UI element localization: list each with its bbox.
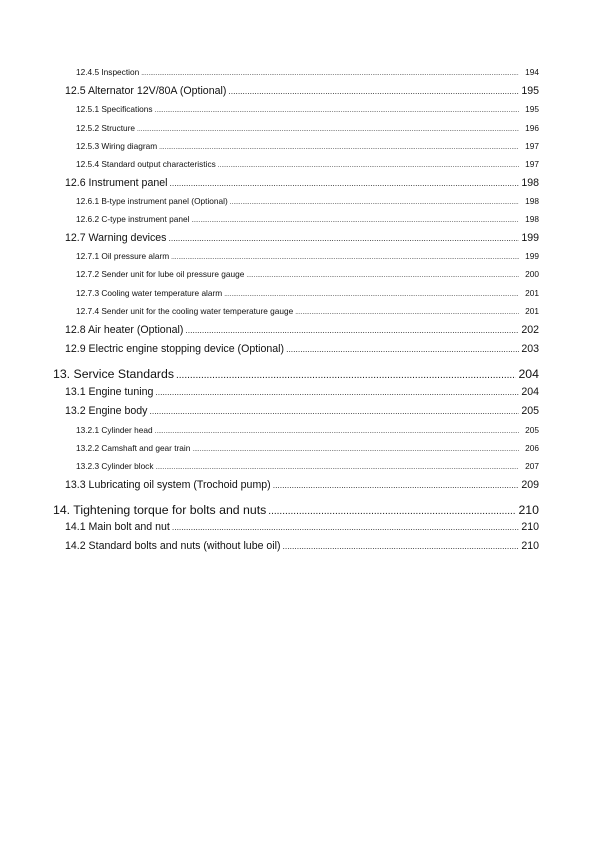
toc-page-number: 207 — [525, 461, 539, 471]
toc-page-number: 194 — [525, 67, 539, 77]
dot-leader — [155, 428, 520, 435]
dot-leader — [228, 86, 519, 96]
toc-entry-title: 13.2 Engine body — [65, 405, 148, 417]
toc-entry-13-3[interactable] — [65, 479, 539, 491]
dot-leader — [286, 344, 519, 354]
dot-leader — [295, 309, 519, 316]
toc-entry-12-5-2[interactable] — [76, 123, 539, 133]
toc-entry-13-2-1[interactable] — [76, 425, 539, 435]
toc-entry-14-1[interactable] — [65, 521, 539, 533]
toc-page-number: 210 — [521, 521, 539, 533]
toc-entry-title: 13.2.3 Cylinder block — [76, 461, 154, 471]
toc-entry-title: 12.5.2 Structure — [76, 123, 136, 133]
dot-leader — [192, 446, 519, 453]
toc-entry-title: 13. Service Standards — [53, 367, 174, 381]
toc-entry-title: 12.7.2 Sender unit for lube oil pressure gauge — [76, 269, 245, 279]
toc-entry-title: 12.5 Alternator 12V/80A (Optional) — [65, 85, 227, 97]
toc-page-number: 210 — [521, 540, 539, 552]
toc-entry-title: 12.6.2 C-type instrument panel — [76, 214, 190, 224]
toc-entry-title: 12.6 Instrument panel — [65, 177, 168, 189]
toc-page-number: 197 — [525, 141, 539, 151]
toc-entry-12-7-4[interactable] — [76, 306, 539, 316]
toc-entry-12-6-1[interactable] — [76, 196, 539, 206]
toc-page-number: 195 — [525, 104, 539, 114]
toc-entry-12-6[interactable] — [65, 177, 539, 189]
dot-leader — [141, 70, 519, 77]
toc-page-number: 198 — [525, 196, 539, 206]
toc-page-number: 205 — [521, 405, 539, 417]
toc-entry-title: 12.5.1 Specifications — [76, 104, 153, 114]
dot-leader — [149, 406, 519, 416]
toc-page-number: 200 — [525, 269, 539, 279]
toc-entry-title: 12.7 Warning devices — [65, 232, 167, 244]
toc-entry-13-2-2[interactable] — [76, 443, 539, 453]
toc-entry-title: 14.2 Standard bolts and nuts (without lube oil) — [65, 540, 281, 552]
toc-page-number: 203 — [521, 343, 539, 355]
toc-page-number: 199 — [525, 251, 539, 261]
dot-leader — [273, 480, 520, 490]
dot-leader — [171, 254, 519, 261]
toc-entry-title: 14.1 Main bolt and nut — [65, 521, 170, 533]
dot-leader — [218, 162, 519, 169]
toc-entry-12-5[interactable] — [65, 85, 539, 97]
dot-leader — [137, 126, 519, 133]
toc-entry-12-5-4[interactable] — [76, 159, 539, 169]
dot-leader — [185, 325, 519, 335]
toc-entry-title: 12.7.4 Sender unit for the cooling water temperature gauge — [76, 306, 294, 316]
toc-entry-title: 12.6.1 B-type instrument panel (Optional) — [76, 196, 228, 206]
toc-page-number: 198 — [521, 177, 539, 189]
toc-entry-12-4-5[interactable] — [76, 67, 539, 77]
toc-entry-12-7-3[interactable] — [76, 288, 539, 298]
toc-page-number: 201 — [525, 288, 539, 298]
toc-entry-12-7[interactable] — [65, 232, 539, 244]
toc-page-number: 204 — [521, 386, 539, 398]
toc-page-number: 199 — [521, 232, 539, 244]
toc-page-number: 196 — [525, 123, 539, 133]
toc-entry-title: 12.5.3 Wiring diagram — [76, 141, 158, 151]
dot-leader — [246, 272, 519, 279]
toc-entry-12-6-2[interactable] — [76, 214, 539, 224]
toc-entry-12-5-1[interactable] — [76, 104, 539, 114]
toc-entry-title: 12.9 Electric engine stopping device (Optional) — [65, 343, 285, 355]
dot-leader — [230, 199, 519, 206]
dot-leader — [224, 291, 519, 298]
dot-leader — [172, 522, 519, 532]
toc-entry-13-2[interactable] — [65, 405, 539, 417]
toc-page-number: 195 — [521, 85, 539, 97]
dot-leader — [155, 107, 520, 114]
dot-leader — [283, 541, 520, 551]
toc-entry-title: 12.5.4 Standard output characteristics — [76, 159, 216, 169]
toc-entry-title: 14. Tightening torque for bolts and nuts — [53, 503, 267, 517]
toc-page-number: 198 — [525, 214, 539, 224]
toc-entry-13-2-3[interactable] — [76, 461, 539, 471]
toc-entry-title: 13.2.2 Camshaft and gear train — [76, 443, 191, 453]
toc-entry-title: 13.2.1 Cylinder head — [76, 425, 153, 435]
dot-leader — [159, 144, 519, 151]
dot-leader — [168, 233, 519, 243]
toc-entry-title: 12.4.5 Inspection — [76, 67, 140, 77]
toc-entry-13-1[interactable] — [65, 386, 539, 398]
dot-leader — [155, 464, 519, 471]
toc-entry-12-7-2[interactable] — [76, 269, 539, 279]
toc-page-number: 204 — [518, 367, 539, 381]
toc-entry-title: 13.3 Lubricating oil system (Trochoid pump) — [65, 479, 271, 491]
toc-entry-14-2[interactable] — [65, 540, 539, 552]
dot-leader — [155, 387, 519, 397]
toc-page-number: 209 — [521, 479, 539, 491]
toc-entry-12-9[interactable] — [65, 343, 539, 355]
toc-entry-title: 12.7.1 Oil pressure alarm — [76, 251, 170, 261]
dot-leader — [169, 178, 519, 188]
toc-entry-13[interactable] — [53, 367, 539, 381]
toc-page-number: 205 — [525, 425, 539, 435]
dot-leader — [268, 506, 516, 517]
toc-page-number: 202 — [521, 324, 539, 336]
toc-page-number: 197 — [525, 159, 539, 169]
dot-leader — [191, 217, 519, 224]
toc-entry-title: 13.1 Engine tuning — [65, 386, 154, 398]
toc-entry-12-8[interactable] — [65, 324, 539, 336]
toc-entry-12-5-3[interactable] — [76, 141, 539, 151]
toc-entry-12-7-1[interactable] — [76, 251, 539, 261]
toc-page-number: 210 — [518, 503, 539, 517]
dot-leader — [176, 370, 516, 381]
toc-page-number: 201 — [525, 306, 539, 316]
toc-page-number: 206 — [525, 443, 539, 453]
toc-entry-14[interactable] — [53, 503, 539, 517]
toc-entry-title: 12.7.3 Cooling water temperature alarm — [76, 288, 223, 298]
toc-entry-title: 12.8 Air heater (Optional) — [65, 324, 184, 336]
